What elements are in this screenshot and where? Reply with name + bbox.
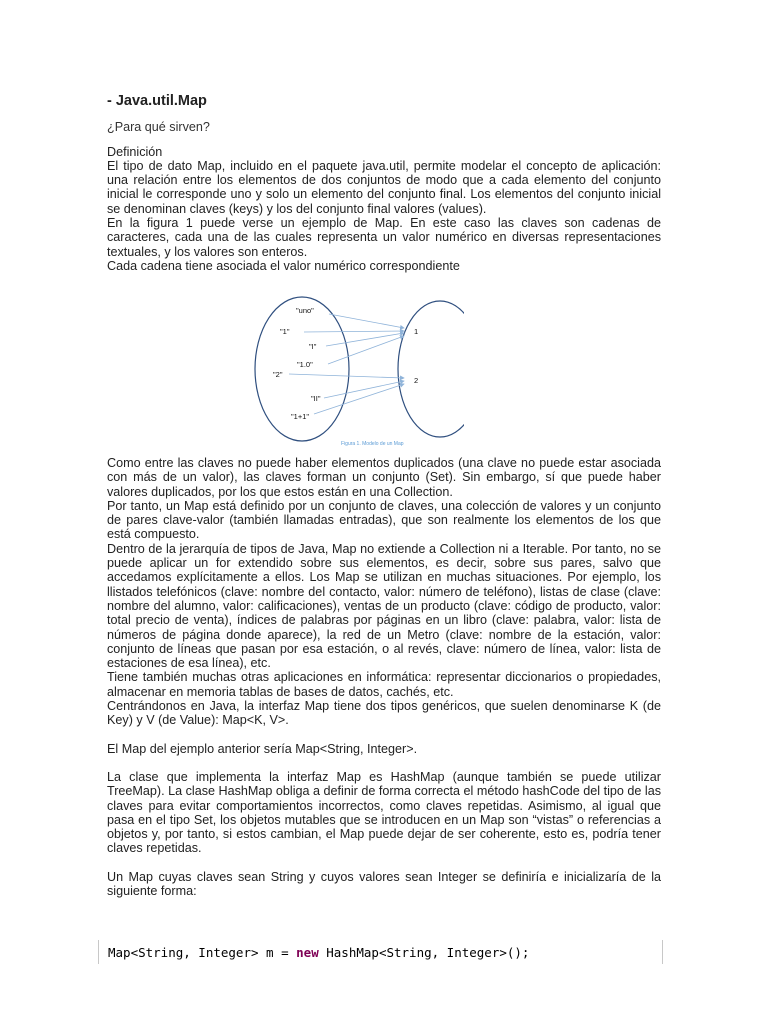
code-keyword-new: new xyxy=(296,945,319,960)
key-label-1-plus-1: "1+1" xyxy=(291,412,310,421)
paragraph-hashmap: La clase que implementa la interfaz Map es HashMap (aunque también se puede utilizar TreeMap). La clase HashMap obliga a definir de forma correcta el método hashCode del tipo de las claves para evitar comportamientos incorrectos, como claves repetidas. Asimismo, al igual que pasa en el tipo Set, los objetos mutables que se introducen en un Map son “vistas” o referencias a objetos y, por tanto, si estos cambian, el Map puede dejar de ser coherente, esto es, podría tener claves repetidas. xyxy=(107,769,661,856)
paragraph-example-type: El Map del ejemplo anterior sería Map<String, Integer>. xyxy=(107,741,418,756)
key-label-1: "1" xyxy=(280,327,290,336)
key-label-II: "II" xyxy=(311,394,321,403)
paragraph-definition-map: Por tanto, un Map está definido por un conjunto de claves, una colección de valores y un conjunto de pares clave-valor (también llamadas entradas), que son realmente los elementos de los que está compuesto. xyxy=(107,498,661,542)
value-label-2: 2 xyxy=(414,376,419,385)
map-diagram-svg xyxy=(244,294,464,459)
paragraph-applications: Tiene también muchas otras aplicaciones en informática: representar diccionarios o propiedades, almacenar en memoria tablas de bases de datos, cachés, etc. xyxy=(107,670,661,699)
code-snippet xyxy=(108,942,668,964)
key-label-2: "2" xyxy=(273,370,283,379)
paragraph-code-intro: Un Map cuyas claves sean String y cuyos valores sean Integer se definiría e inicializaría de la siguiente forma: xyxy=(107,869,661,899)
paragraph-figure-note: Cada cadena tiene asociada el valor numérico correspondiente xyxy=(107,258,460,273)
arrow-I xyxy=(326,333,404,346)
paragraph-definicion: Definición xyxy=(107,144,163,159)
document-page xyxy=(107,93,661,899)
code-divider-right xyxy=(662,940,663,964)
arrow-1 xyxy=(304,331,404,332)
code-part-2: HashMap<String, Integer>(); xyxy=(318,945,530,960)
arrow-1-plus-1 xyxy=(314,384,404,414)
key-label-uno: "uno" xyxy=(296,306,314,315)
paragraph-generics: Centrándonos en Java, la interfaz Map tiene dos tipos genéricos, que suelen denominarse K (de Key) y V (de Value): Map<K, V>. xyxy=(107,699,661,728)
arrow-II xyxy=(324,381,404,398)
values-set-ellipse xyxy=(398,301,464,437)
paragraph-duplicates: Como entre las claves no puede haber elementos duplicados (una clave no puede estar asociada con más de un valor), las claves forman un conjunto (Set). Sin embargo, sí que puede haber valores duplicados, por los que estos están en una Collection. xyxy=(107,456,661,499)
paragraph-definition-body: El tipo de dato Map, incluido en el paquete java.util, permite modelar el concepto de aplicación: una relación entre los elementos de dos conjuntos de modo que a cada elemento del conjunto inicial le corresponde uno y solo un elemento del conjunto final. Los elementos del conjunto inicial se denominan claves (keys) y los del conjunto final valores (values). xyxy=(107,158,661,216)
page-title: - Java.util.Map xyxy=(107,93,207,109)
subheading: ¿Para qué sirven? xyxy=(107,120,210,135)
value-label-1: 1 xyxy=(414,327,419,336)
body-text xyxy=(107,456,661,898)
paragraph-hierarchy: Dentro de la jerarquía de tipos de Java, Map no extiende a Collection ni a Iterable. Por tanto, no se puede aplicar un for extendido sobre sus elementos, es decir, sobre sus pares, salvo que accedamos explícitamente a ellos. Los Map se utilizan en muchas situaciones. Por ejemplo, los llistados telefónicos (clave: nombre del contacto, valor: número de teléfono), listas de clase (clave: nombre del alumno, valor: calificaciones), ventas de un producto (clave: código de producto, valor: total precio de venta), índices de palabras por páginas en un libro (clave: palabra, valor: lista de números de página donde aparece), la red de un Metro (clave: nombre de la estación, valor: conjunto de líneas que pasan por esa estación, o al revés, clave: número de línea, valor: lista de estaciones de esa línea), etc. xyxy=(107,541,661,671)
map-diagram xyxy=(244,294,464,459)
figure-caption: Figura 1. Modelo de un Map xyxy=(341,441,404,447)
arrow-2 xyxy=(289,374,404,378)
code-divider-left xyxy=(98,940,99,964)
key-label-I: "I" xyxy=(309,342,317,351)
key-label-1-0: "1.0" xyxy=(297,360,313,369)
code-part-1: Map<String, Integer> m = xyxy=(108,945,297,960)
paragraph-figure-intro: En la figura 1 puede verse un ejemplo de Map. En este caso las claves son cadenas de caracteres, cada una de las cuales representa un valor numérico en diversas representaciones textuales, y los valores son enteros. xyxy=(107,216,661,259)
arrow-1-0 xyxy=(328,336,404,364)
